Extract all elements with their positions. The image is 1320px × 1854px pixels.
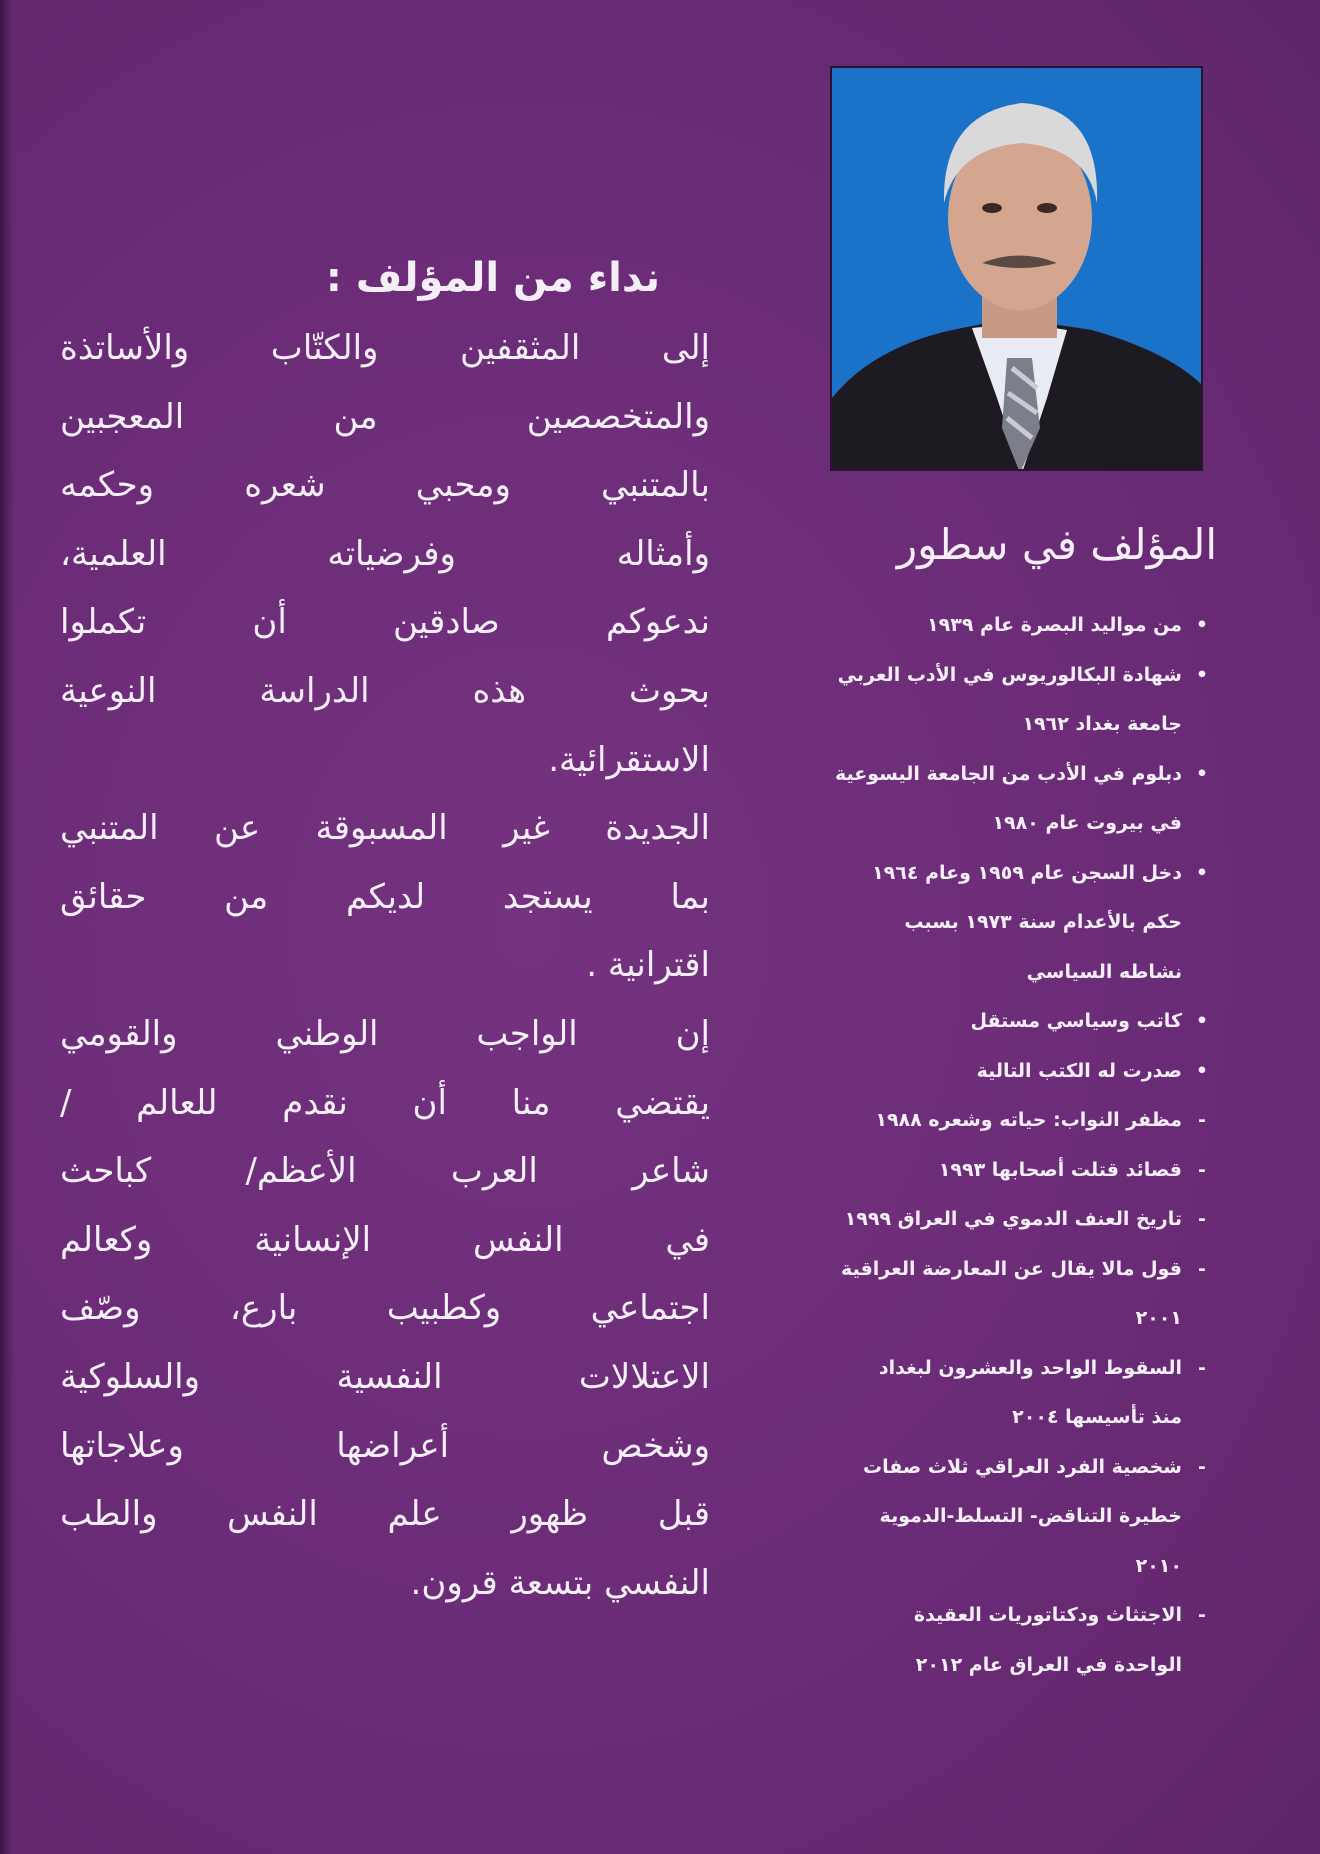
dash-icon: - <box>1198 1109 1206 1131</box>
bio-item-text: جامعة بغداد ١٩٦٢ <box>1022 713 1182 735</box>
bio-item-text: دبلوم في الأدب من الجامعة اليسوعية <box>835 762 1182 785</box>
bio-item-text: شخصية الفرد العراقي ثلاث صفات <box>862 1455 1182 1478</box>
bio-list-item <box>740 1591 1220 1641</box>
bio-list-item <box>740 601 1220 651</box>
bio-list-item <box>740 1641 1220 1691</box>
dash-icon: - <box>1198 1356 1206 1379</box>
bio-item-text: مظفر النواب: حياته وشعره ١٩٨٨ <box>875 1109 1182 1131</box>
bio-list <box>740 601 1220 1690</box>
appeal-line: والمتخصصين من المعجبين <box>60 396 710 437</box>
appeal-line: وأمثاله وفرضياته العلمية، <box>60 533 710 574</box>
bio-list-item <box>740 1294 1220 1344</box>
appeal-line: يقتضي منا أن نقدم للعالم / <box>60 1082 710 1123</box>
appeal-line: إن الواجب الوطني والقومي <box>60 1013 710 1054</box>
bio-list-item <box>740 1492 1220 1542</box>
bio-item-text: خطيرة التناقض- التسلط-الدموية <box>879 1505 1182 1527</box>
bio-list-item <box>740 1146 1220 1196</box>
bullet-icon: • <box>1195 614 1209 636</box>
appeal-line: قبل ظهور علم النفس والطب <box>60 1494 710 1535</box>
bullet-icon: • <box>1195 861 1209 884</box>
bio-item-text: حكم بالأعدام سنة ١٩٧٣ بسبب <box>904 911 1182 933</box>
bio-list-item <box>740 948 1220 998</box>
appeal-line: إلى المثقفين والكتّاب والأساتذة <box>60 328 710 368</box>
bio-list-item <box>740 997 1220 1047</box>
dash-icon: - <box>1198 1257 1206 1280</box>
bio-item-text: ٢٠١٠ <box>1135 1554 1182 1577</box>
bio-list-item <box>740 651 1220 701</box>
bio-list-item <box>740 898 1220 948</box>
bio-list-item <box>740 799 1220 849</box>
bio-item-text: شهادة البكالوريوس في الأدب العربي <box>837 663 1182 686</box>
appeal-line: وشخص أعراضها وعلاجاتها <box>60 1425 710 1466</box>
bio-item-text: تاريخ العنف الدموي في العراق ١٩٩٩ <box>844 1208 1182 1230</box>
appeal-line: شاعر العرب الأعظم/ كباحث <box>60 1151 710 1192</box>
appeal-line: اجتماعي وكطبيب بارع، وصّف <box>60 1288 710 1329</box>
dash-icon: - <box>1198 1604 1206 1626</box>
appeal-line: الاعتلالات النفسية والسلوكية <box>60 1356 710 1397</box>
bio-list-item <box>740 1443 1220 1493</box>
appeal-line: اقترانية . <box>586 945 710 986</box>
bio-item-text: ٢٠٠١ <box>1135 1307 1182 1329</box>
dash-icon: - <box>1198 1208 1206 1230</box>
bio-item-text: منذ تأسيسها ٢٠٠٤ <box>1012 1406 1182 1428</box>
bio-list-item <box>740 750 1220 800</box>
appeal-title: نداء من المؤلف : <box>325 255 660 301</box>
bio-item-text: الواحدة في العراق عام ٢٠١٢ <box>915 1653 1182 1676</box>
bullet-icon: • <box>1195 762 1209 785</box>
bullet-icon: • <box>1195 1010 1209 1032</box>
bio-list-item <box>740 1047 1220 1097</box>
appeal-line: ندعوكم صادقين أن تكملوا <box>60 602 710 643</box>
appeal-body <box>60 314 710 1617</box>
author-photo <box>830 66 1203 471</box>
bio-item-text: نشاطه السياسي <box>1026 960 1182 983</box>
dash-icon: - <box>1198 1158 1206 1181</box>
appeal-line: بحوث هذه الدراسة النوعية <box>60 670 710 711</box>
dash-icon: - <box>1198 1455 1206 1478</box>
appeal-line: في النفس الإنسانية وكعالم <box>60 1219 710 1260</box>
appeal-line: الجديدة غير المسبوقة عن المتنبي <box>60 808 710 849</box>
appeal-line: النفسي بتسعة قرون. <box>410 1562 710 1603</box>
bio-list-item <box>740 1096 1220 1146</box>
bio-list-item <box>740 1393 1220 1443</box>
bio-item-text: دخل السجن عام ١٩٥٩ وعام ١٩٦٤ <box>872 861 1182 884</box>
appeal-line: بما يستجد لديكم من حقائق <box>60 876 710 917</box>
author-bio <box>740 515 1220 1690</box>
spine-edge <box>0 0 14 1854</box>
bio-item-text: السقوط الواحد والعشرون لبغداد <box>878 1356 1182 1379</box>
bio-item-text: صدرت له الكتب التالية <box>976 1059 1182 1082</box>
bio-list-item <box>740 1344 1220 1394</box>
bullet-icon: • <box>1195 1059 1209 1082</box>
bullet-icon: • <box>1195 663 1209 686</box>
appeal-line: بالمتنبي ومحبي شعره وحكمه <box>60 465 710 506</box>
bio-item-text: كاتب وسياسي مستقل <box>970 1010 1182 1032</box>
bio-item-text: قول مالا يقال عن المعارضة العراقية <box>841 1257 1182 1280</box>
bio-list-item <box>740 849 1220 899</box>
bio-list-item <box>740 700 1220 750</box>
author-appeal <box>60 250 710 1617</box>
appeal-line: الاستقرائية. <box>548 739 710 780</box>
bio-item-text: من مواليد البصرة عام ١٩٣٩ <box>927 614 1182 636</box>
bio-item-text: الاجتثاث ودكتاتوريات العقيدة <box>913 1604 1182 1626</box>
author-portrait-icon <box>832 68 1203 471</box>
bio-list-item <box>740 1245 1220 1295</box>
bio-list-item <box>740 1195 1220 1245</box>
bio-list-item <box>740 1542 1220 1592</box>
bio-item-text: في بيروت عام ١٩٨٠ <box>992 812 1182 834</box>
bio-item-text: قصائد قتلت أصحابها ١٩٩٣ <box>938 1158 1182 1181</box>
bio-title: المؤلف في سطور <box>896 520 1217 569</box>
